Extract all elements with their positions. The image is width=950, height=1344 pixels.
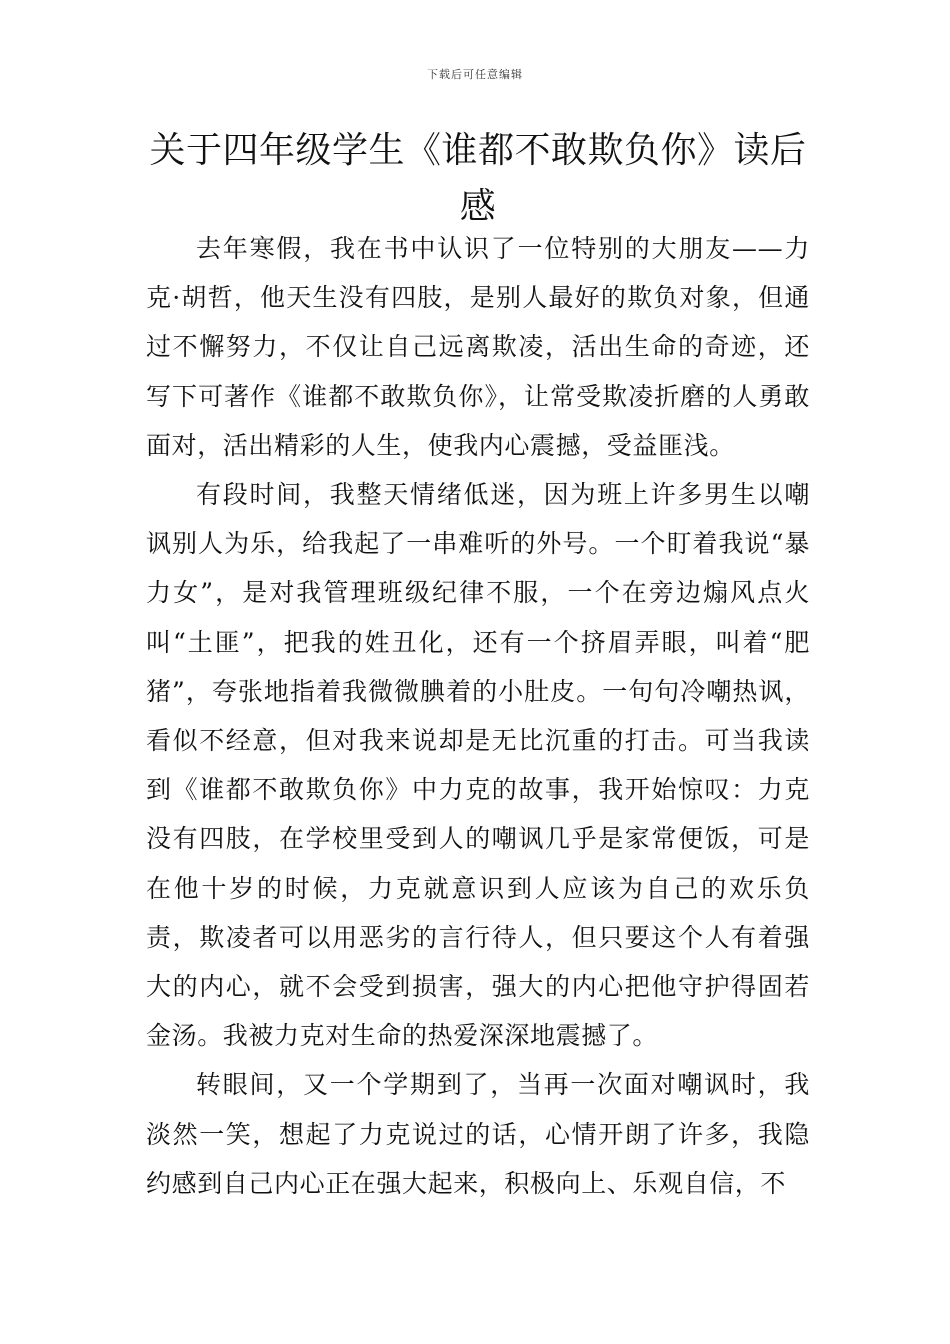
header-note: 下载后可任意编辑 xyxy=(427,68,523,81)
paragraph-2: 有段时间，我整天情绪低迷，因为班上许多男生以嘲讽别人为乐，给我起了一串难听的外号。一个盯着我说“暴力女”，是对我管理班级纪律不服，一个在旁边煽风点火叫“土匪”，把我的姓丑化，还有一个挤眉弄眼，叫着“肥猪”，夸张地指着我微微腆着的小肚皮。一句句冷嘲热讽，看似不经意，但对我来说却是无比沉重的打击。可当我读到《谁都不敢欺负你》中力克的故事，我开始惊叹：力克没有四肢，在学校里受到人的嘲讽几乎是家常便饭，可是在他十岁的时候，力克就意识到人应该为自己的欢乐负责，欺凌者可以用恶劣的言行待人，但只要这个人有着强大的内心，就不会受到损害，强大的内心把他守护得固若金汤。我被力克对生命的热爱深深地震撼了。 xyxy=(146,480,810,1051)
document-title: 关于四年级学生《谁都不敢欺负你》读后感 xyxy=(149,130,807,227)
document-body xyxy=(146,224,810,1208)
paragraph-3: 转眼间，又一个学期到了，当再一次面对嘲讽时，我淡然一笑，想起了力克说过的话，心情开朗了许多，我隐约感到自己内心正在强大起来，积极向上、乐观自信，不 xyxy=(146,1070,810,1198)
paragraph-1: 去年寒假，我在书中认识了一位特别的大朋友——力克·胡哲，他天生没有四肢，是别人最好的欺负对象，但通过不懈努力，不仅让自己远离欺凌，活出生命的奇迹，还写下可著作《谁都不敢欺负你》，让常受欺凌折磨的人勇敢面对，活出精彩的人生，使我内心震撼，受益匪浅。 xyxy=(146,234,810,460)
